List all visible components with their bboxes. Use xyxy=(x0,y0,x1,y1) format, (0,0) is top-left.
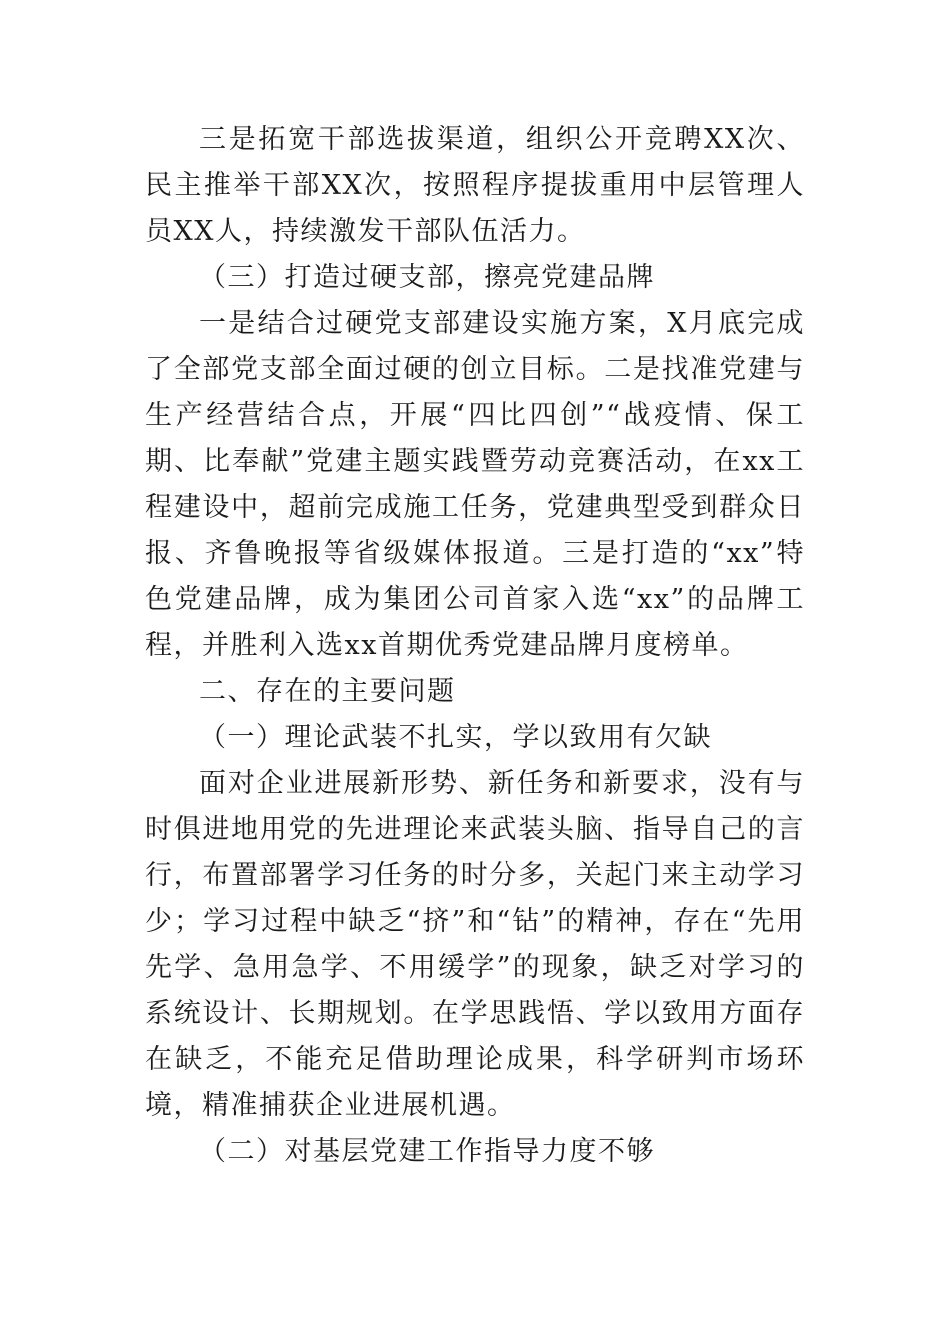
section-heading-branch-brand: （三）打造过硬支部，擦亮党建品牌 xyxy=(199,262,655,293)
paragraph-theory: 面对企业进展新形势、新任务和新要求，没有与时俱进地用党的先进理论来武装头脑、指导自己的言行，布置部署学习任务的时分多，关起门来主动学习少；学习过程中缺乏“挤”和“钻”的精神，存在“先用先学、急用急学、不用缓学”的现象，缺乏对学习的系统设计、长期规划。在学思践悟、学以致用方面存在缺乏，不能充足借助理论成果，科学研判市场环境，精准捕获企业进展机遇。 xyxy=(145,768,805,1121)
paragraph-cadre-selection: 三是拓宽干部选拔渠道，组织公开竞聘XX次、民主推举干部XX次，按照程序提拔重用中层管理人员XX人，持续激发干部队伍活力。 xyxy=(145,124,805,247)
document-body xyxy=(145,117,805,1175)
subsection-heading-theory: （一）理论武装不扎实，学以致用有欠缺 xyxy=(199,722,712,753)
section-heading-main-problems: 二、存在的主要问题 xyxy=(199,676,456,707)
subsection-heading-guidance: （二）对基层党建工作指导力度不够 xyxy=(199,1136,655,1167)
paragraph-branch-brand: 一是结合过硬党支部建设实施方案，X月底完成了全部党支部全面过硬的创立目标。二是找准党建与生产经营结合点，开展“四比四创”“战疫情、保工期、比奉献”党建主题实践暨劳动竞赛活动，在xx工程建设中，超前完成施工任务，党建典型受到群众日报、齐鲁晚报等省级媒体报道。三是打造的“xx”特色党建品牌，成为集团公司首家入选“xx”的品牌工程，并胜利入选xx首期优秀党建品牌月度榜单。 xyxy=(145,308,805,661)
